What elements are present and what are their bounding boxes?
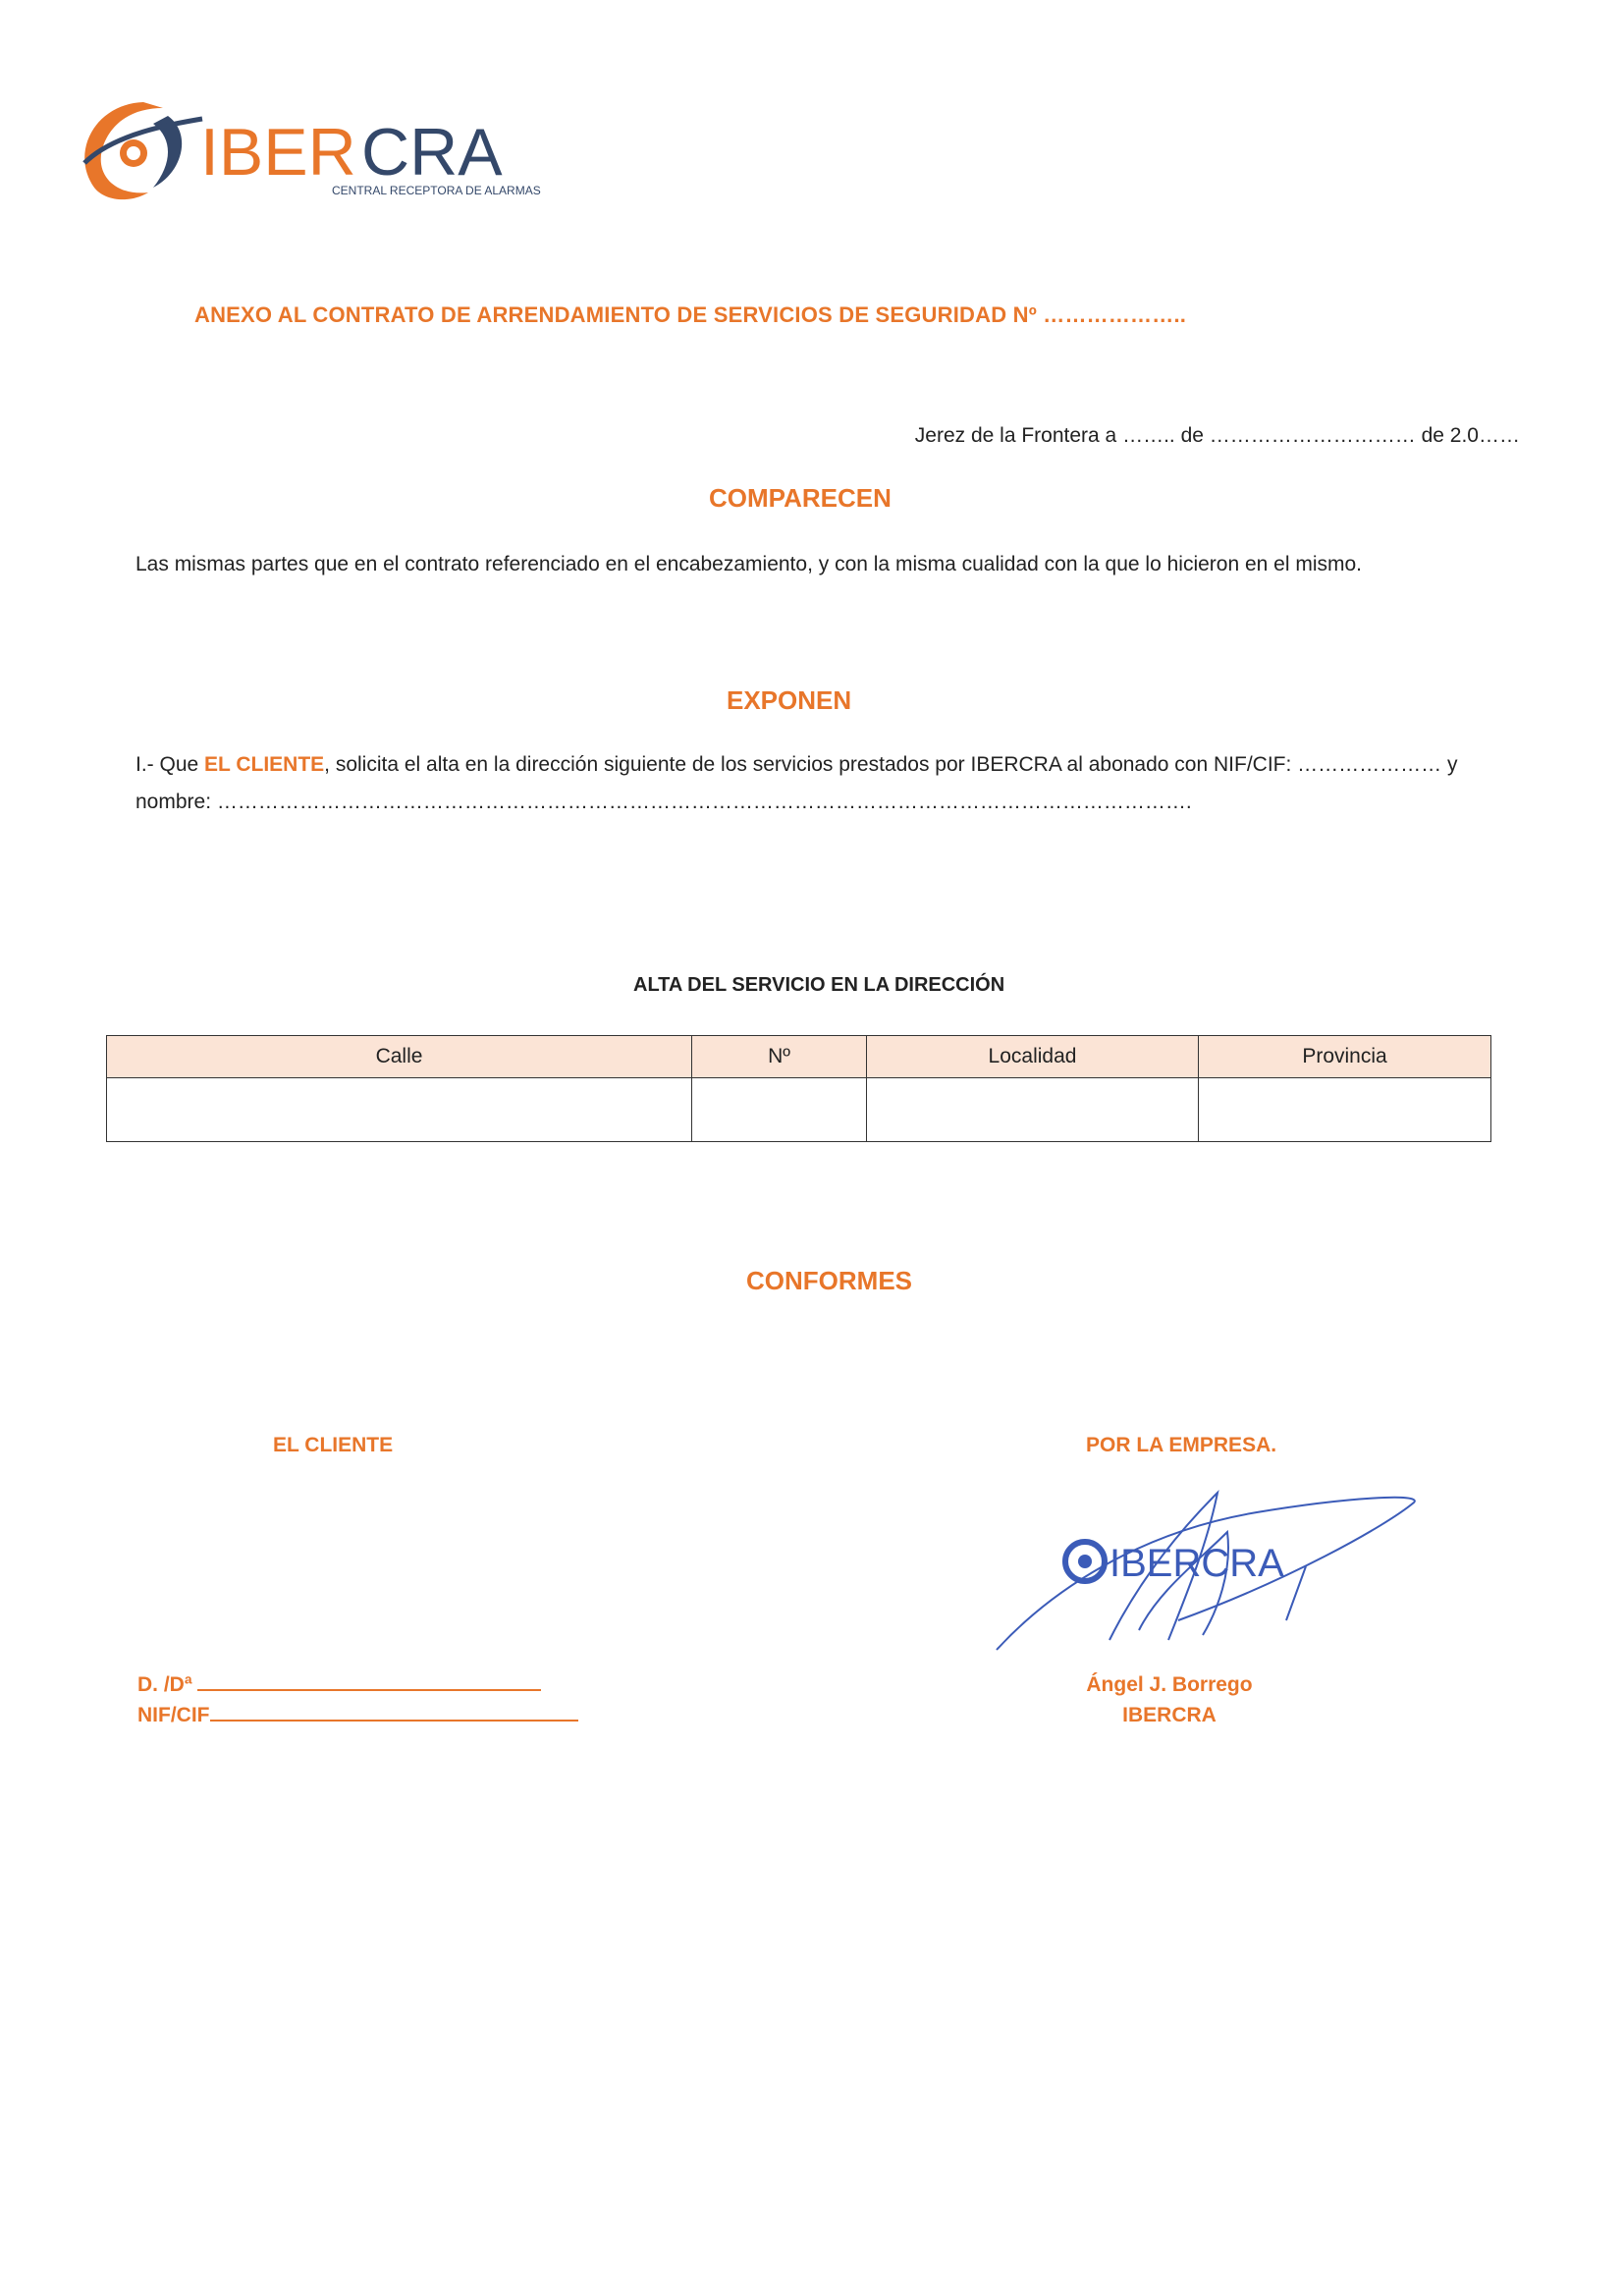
client-name-label: D. /Dª	[137, 1673, 192, 1696]
address-table-row	[107, 1078, 1491, 1142]
signer-name: Ángel J. Borrego	[1086, 1673, 1253, 1696]
address-table	[106, 1035, 1491, 1142]
ibercra-logo-graphic	[75, 94, 585, 212]
header-numero: Nº	[692, 1036, 867, 1078]
company-signer	[1086, 1669, 1253, 1730]
signature-stamp-text: IBERCRA	[1109, 1542, 1284, 1585]
client-nif-line	[137, 1700, 578, 1730]
client-signature-label: EL CLIENTE	[273, 1434, 394, 1456]
header-localidad: Localidad	[867, 1036, 1199, 1078]
ibercra-logo	[75, 94, 585, 212]
section-title-exponen: EXPONEN	[727, 685, 852, 715]
cell-numero[interactable]	[692, 1078, 867, 1142]
exponen-prefix: I.- Que	[135, 753, 205, 776]
logo-text-iber: IBER	[200, 115, 356, 190]
cell-localidad[interactable]	[867, 1078, 1199, 1142]
client-nif-label: NIF/CIF	[137, 1704, 210, 1726]
signature-graphic	[992, 1473, 1434, 1669]
client-name-blank[interactable]	[197, 1671, 541, 1691]
section-title-conformes: CONFORMES	[746, 1266, 912, 1295]
exponen-client-highlight: EL CLIENTE	[204, 753, 325, 776]
client-data-lines	[137, 1669, 578, 1730]
header-provincia: Provincia	[1199, 1036, 1491, 1078]
address-table-title: ALTA DEL SERVICIO EN LA DIRECCIÓN	[633, 974, 1005, 996]
address-table-header-row	[107, 1036, 1491, 1078]
client-nif-blank[interactable]	[210, 1702, 578, 1722]
logo-tagline: CENTRAL RECEPTORA DE ALARMAS	[332, 184, 541, 197]
cell-provincia[interactable]	[1199, 1078, 1491, 1142]
signer-company: IBERCRA	[1122, 1704, 1217, 1726]
logo-text-cra: CRA	[361, 115, 503, 190]
cell-calle[interactable]	[107, 1078, 692, 1142]
header-calle: Calle	[107, 1036, 692, 1078]
document-heading: ANEXO AL CONTRATO DE ARRENDAMIENTO DE SERVICIOS DE SEGURIDAD Nº ………………..	[194, 302, 1187, 327]
client-name-line	[137, 1669, 578, 1700]
section-title-comparecen: COMPARECEN	[709, 483, 892, 513]
company-signature-label: POR LA EMPRESA.	[1086, 1434, 1277, 1456]
company-signature	[992, 1473, 1434, 1669]
exponen-paragraph	[135, 746, 1500, 821]
exponen-text: , solicita el alta en la dirección siguiente de los servicios prestados por IBERCRA al abonado con NIF/CIF: ………………… y nombre: …………………………………………………………………………………………………………………………….	[135, 753, 1458, 813]
date-line: Jerez de la Frontera a …….. de ………………………… de 2.0……	[914, 424, 1520, 447]
comparecen-text: Las mismas partes que en el contrato referenciado en el encabezamiento, y con la misma cualidad con la que lo hicieron en el mismo.	[135, 553, 1363, 575]
